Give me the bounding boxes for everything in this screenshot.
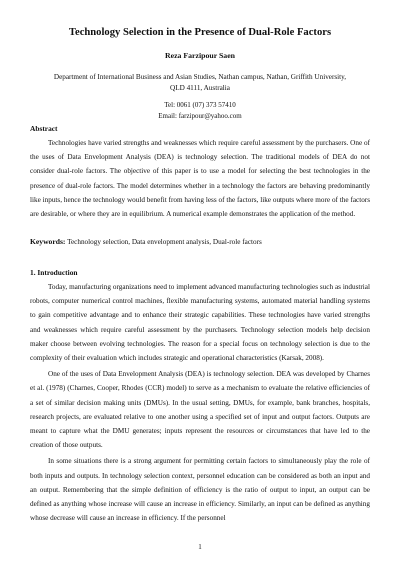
author-affiliation bbox=[30, 72, 370, 94]
paper-title: Technology Selection in the Presence of Dual-Role Factors bbox=[68, 27, 332, 38]
author-contact bbox=[0, 100, 400, 121]
author-tel: Tel: 0061 (07) 373 57410 bbox=[164, 101, 236, 109]
keywords-label: Keywords: bbox=[30, 237, 66, 246]
keywords-line bbox=[30, 237, 370, 246]
introduction-body bbox=[30, 280, 370, 527]
affiliation-line: QLD 4111, Australia bbox=[170, 84, 230, 92]
section-heading-introduction: 1. Introduction bbox=[30, 268, 78, 277]
body-paragraph: One of the uses of Data Envelopment Analysis (DEA) is technology selection. DEA was developed by Charnes et al. (1978) (Charnes, Cooper, Rhodes (CCR) model) to serve as a mechanism to evaluate the relative efficiencies of a set of similar decision making units (DMUs). In the usual setting, DMUs, for example, bank branches, hospitals, research projects, are evaluated relative to one another using a specified set of input and output factors. Outputs are meant to capture what the DMU generates; inputs represent the resources or circumstances that have led to the creation of those outputs. bbox=[30, 370, 370, 450]
body-paragraph: Today, manufacturing organizations need to implement advanced manufacturing technologies such as industrial robots, computer numerical control machines, flexible manufacturing systems, automated material handling systems to gain competitive advantage and to enhance their strategic capabilities. These technologies have varied strengths and weaknesses which require careful assessment by the purchasers. Technology selection models help decision maker choose between evolving technologies. The reason for a special focus on technology selection is due to the complexity of their evaluation which includes strategic and operational characteristics (Karsak, 2008). bbox=[30, 283, 370, 363]
author-name: Reza Farzipour Saen bbox=[164, 51, 236, 60]
page-number: 1 bbox=[198, 543, 202, 551]
body-paragraph: In some situations there is a strong argument for permitting certain factors to simultaneously play the role of both inputs and outputs. In technology selection context, personnel education can be considered as both an input and an output. Remembering that the simple definition of efficiency is the ratio of output to input, an output can be defined as anything whose increase will cause an increase in efficiency. Similarly, an input can be defined as anything whose decrease will cause an increase in efficiency. If the personnel bbox=[30, 457, 370, 523]
keywords-text: Technology selection, Data envelopment analysis, Dual-role factors bbox=[65, 238, 262, 246]
abstract-heading: Abstract bbox=[30, 124, 58, 133]
affiliation-line: Department of International Business and Asian Studies, Nathan campus, Nathan, Griffith University, bbox=[53, 73, 347, 81]
author-email: Email: farzipour@yahoo.com bbox=[158, 111, 242, 120]
abstract-text: Technologies have varied strengths and weaknesses which require careful assessment by the purchasers. One of the uses of Data Envelopment Analysis (DEA) is technology selection. The traditional models of DEA do not consider dual-role factors. The objective of this paper is to use a model for selecting the best technologies in the presence of dual-role factors. The model determines whether in a technology the factors are behaving predominantly like inputs, hence the technology would benefit from having less of the factors, like outputs where more of the factors are desirable, or where they are in equilibrium. A numerical example demonstrates the application of the method. bbox=[30, 139, 370, 219]
